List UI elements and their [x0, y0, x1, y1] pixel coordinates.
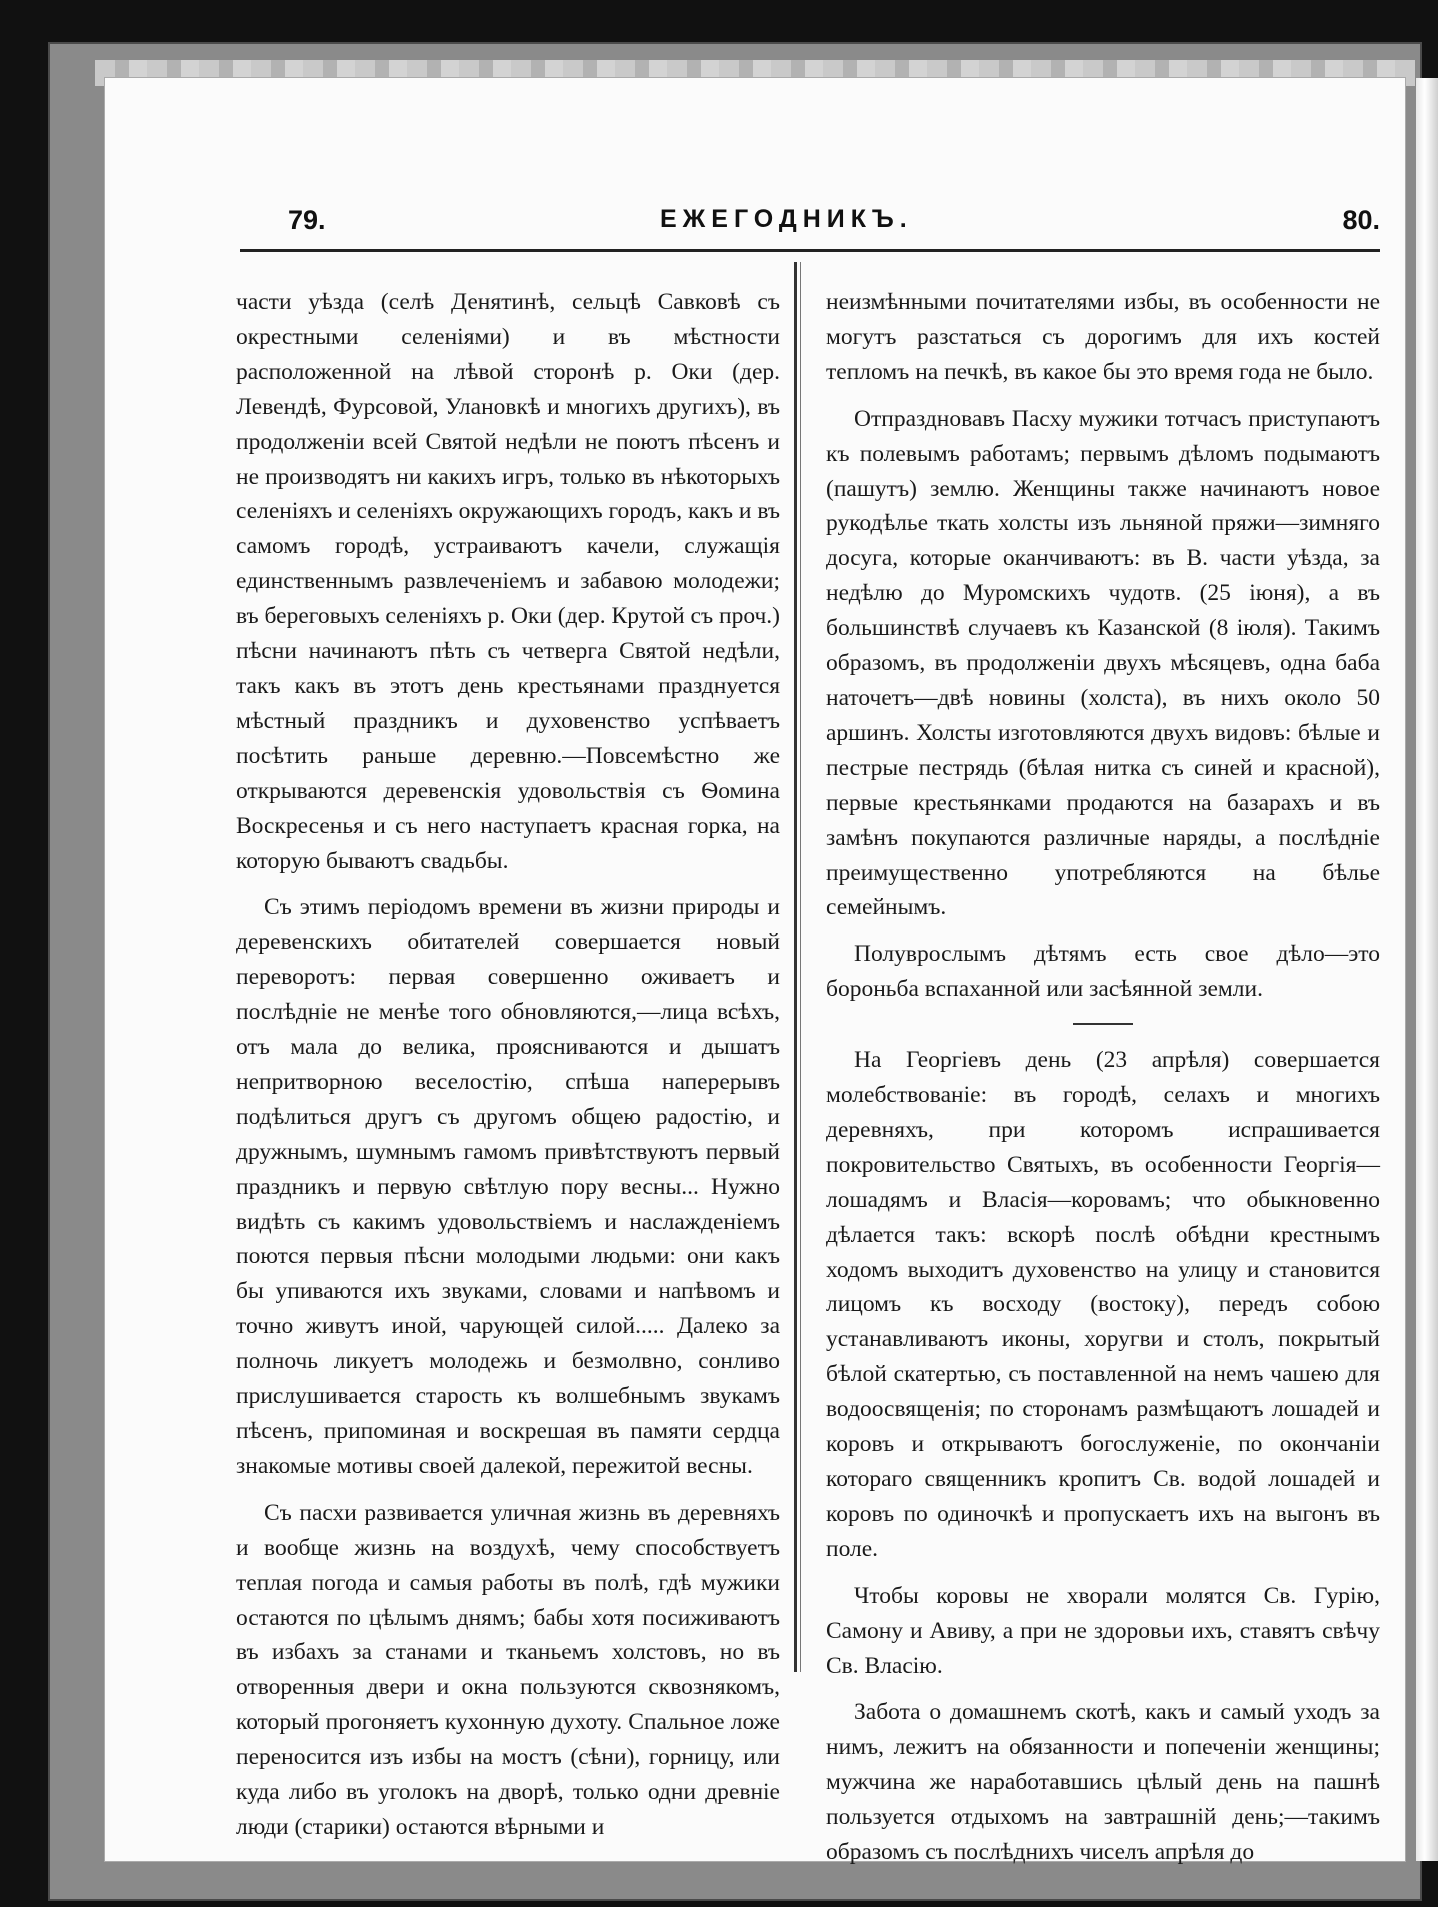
running-header [240, 205, 1380, 245]
paragraph: Отпраздновавъ Пасху мужики тотчасъ приступаютъ къ полевымъ работамъ; первымъ дѣломъ подымаютъ (пашутъ) землю. Женщины также начинаютъ новое рукодѣлье ткать холсты изъ льняной пряжи—зимняго досуга, которые оканчиваютъ: въ В. части уѣзда, за недѣлю до Муромскихъ чудотв. (25 іюня), а въ большинствѣ случаевъ къ Казанской (8 іюля). Такимъ образомъ, въ продолженіи двухъ мѣсяцевъ, одна баба наточетъ—двѣ новины (холста), въ нихъ около 50 аршинъ. Холсты изготовляются двухъ видовъ: бѣлые и пестрые пестрядь (бѣлая нитка съ синей и красной), первые крестьянками продаются на базарахъ и въ замѣнъ покупаются различные наряды, а послѣдніе преимущественно употребляются на бѣлье семейнымъ. [826, 405, 1380, 921]
paragraph: Полуврослымъ дѣтямъ есть свое дѣло—это бороньба вспаханной или засѣянной земли. [826, 941, 1380, 1003]
paragraph: Чтобы коровы не хворали молятся Св. Гурію, Самону и Авиву, а при не здоровьи ихъ, ставятъ свѣчу Св. Власію. [826, 1582, 1380, 1679]
left-column [236, 285, 780, 1845]
section-separator [1073, 1023, 1133, 1025]
page-edge [1416, 78, 1438, 1861]
right-column [826, 285, 1380, 1870]
column-divider-thin [800, 262, 801, 1672]
column-divider [794, 262, 797, 1672]
running-title: ЕЖЕГОДНИКЪ. [660, 205, 913, 233]
paragraph: части уѣзда (селѣ Денятинѣ, сельцѣ Савковѣ съ окрестными селеніями) и въ мѣстности расположенной на лѣвой сторонѣ р. Оки (дер. Левендѣ, Фурсовой, Улановкѣ и многихъ другихъ), въ продолженіи всей Святой недѣли не поютъ пѣсенъ и не производятъ ни какихъ игръ, только въ нѣкоторыхъ селеніяхъ и селеніяхъ окружающихъ городъ, какъ и въ самомъ городѣ, устраиваютъ качели, служащія единственнымъ развлеченіемъ и забавою молодежи; въ береговыхъ селеніяхъ р. Оки (дер. Крутой съ проч.) пѣсни начинаютъ пѣть съ четверга Святой недѣли, такъ какъ въ этотъ день крестьянами празднуется мѣстный праздникъ и духовенство успѣваетъ посѣтить раньше деревню.—Повсемѣстно же открываются деревенскія удовольствія съ Ѳомина Воскресенья и съ него наступаетъ красная горка, на которую бываютъ свадьбы. [236, 289, 781, 874]
paragraph: неизмѣнными почитателями избы, въ особенности не могутъ разстаться съ дорогимъ для ихъ костей тепломъ на печкѣ, въ какое бы это время года не было. [826, 289, 1380, 385]
paragraph: На Георгіевъ день (23 апрѣля) совершается молебствованіе: въ городѣ, селахъ и многихъ деревняхъ, при которомъ испрашивается покровительство Святыхъ, въ особенности Георгія—лошадямъ и Власія—коровамъ; что обыкновенно дѣлается такъ: вскорѣ послѣ обѣдни крестнымъ ходомъ выходитъ духовенство на улицу и становится лицомъ къ восходу (востоку), передъ собою устанавливаютъ иконы, хоругви и столъ, покрытый бѣлой скатертью, съ поставленной на немъ чашею для водоосвященія; по сторонамъ размѣщаютъ лошадей и коровъ и открываютъ богослуженіе, по окончаніи котораго священникъ кропитъ Св. водой лошадей и коровъ по одиночкѣ и пропускаетъ ихъ на выгонъ въ поле. [826, 1047, 1380, 1562]
paragraph: Забота о домашнемъ скотѣ, какъ и самый уходъ за нимъ, лежитъ на обязанности и попеченіи женщины; мужчина же наработавшись цѣлый день на пашнѣ пользуется отдыхомъ на завтрашній день;—такимъ образомъ съ послѣднихъ чиселъ апрѣля до [826, 1699, 1380, 1866]
paragraph: Съ этимъ періодомъ времени въ жизни природы и деревенскихъ обитателей совершается новый переворотъ: первая совершенно оживаетъ и послѣдніе не менѣе того обновляются,—лица всѣхъ, отъ мала до велика, проясниваются и дышатъ непритворною веселостію, спѣша наперерывъ подѣлиться другъ съ другомъ общею радостію, и дружнымъ, шумнымъ гамомъ привѣтствуютъ первый праздникъ и первую свѣтлую пору весны... Нужно видѣть съ какимъ удовольствіемъ и наслажденіемъ поются первыя пѣсни молодыми людьми: они какъ бы упиваются ихъ звуками, словами и напѣвомъ и точно живутъ иной, чарующей силой..... Далеко за полночь ликуетъ молодежь и безмолвно, сонливо прислушивается старость къ волшебнымъ звукамъ пѣсенъ, припоминая и воскрешая въ памяти сердца знакомые мотивы своей далекой, пережитой весны. [236, 894, 780, 1479]
page-number-right: 80. [1342, 205, 1380, 235]
page-number-left: 79. [288, 205, 326, 235]
header-rule [240, 249, 1380, 252]
paragraph: Съ пасхи развивается уличная жизнь въ деревняхъ и вообще жизнь на воздухѣ, чему способствуетъ теплая погода и самыя работы въ полѣ, гдѣ мужики остаются по цѣлымъ днямъ; бабы хотя посиживаютъ въ избахъ за станами и тканьемъ холстовъ, но въ отворенныя двери и окна пользуются сквознякомъ, который прогоняетъ кухонную духоту. Спальное ложе переносится изъ избы на мостъ (сѣни), горницу, или куда либо въ уголокъ на дворѣ, только одни древніе люди (старики) остаются вѣрными и [236, 1499, 780, 1840]
